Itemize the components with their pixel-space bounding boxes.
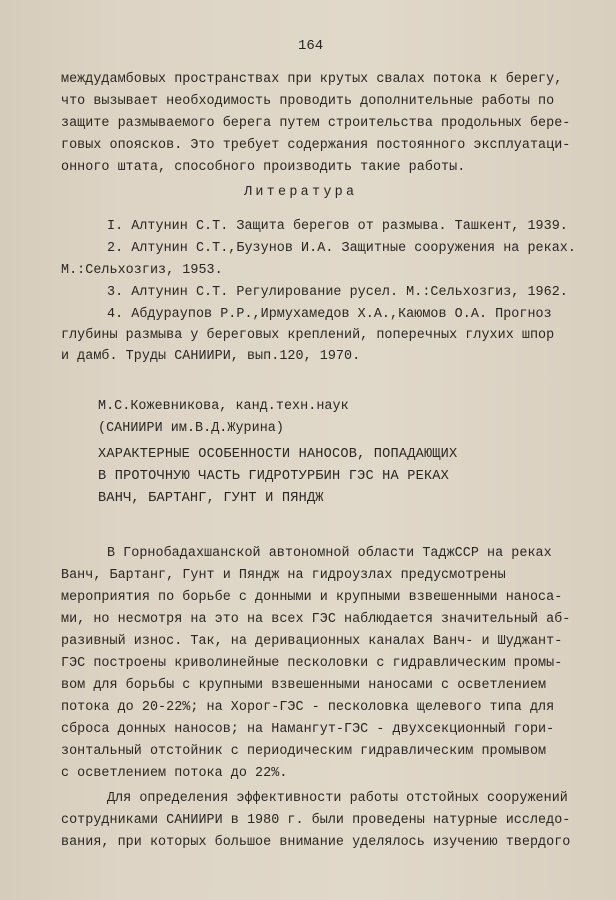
reference-item: I. Алтунин С.Т. Защита берегов от размыва. Ташкент, 1939. — [107, 219, 568, 234]
text-line: междудамбовых пространствах при крутых свалах потока к берегу, — [61, 72, 563, 87]
page-number: 164 — [298, 38, 324, 54]
body-line: зонтальный отстойник с периодическим гидравлическим промывом — [61, 744, 547, 759]
article-title-line: ВАНЧ, БАРТАНГ, ГУНТ И ПЯНДЖ — [98, 491, 324, 506]
body-line: вания, при которых большое внимание уделялось изучению твердого — [61, 835, 571, 850]
body-line: ми, но несмотря на это на всех ГЭС наблюдается значительный аб- — [61, 612, 571, 627]
text-line: защите размываемого берега путем строительства продольных бере- — [61, 116, 571, 131]
author-affiliation: (САНИИРИ им.В.Д.Журина) — [98, 421, 284, 436]
article-title-line: В ПРОТОЧНУЮ ЧАСТЬ ГИДРОТУРБИН ГЭС НА РЕКАХ — [98, 469, 450, 484]
body-line: потока до 20-22%; на Хорог-ГЭС - песколовка щелевого типа для — [61, 700, 555, 715]
literature-heading: Литература — [244, 185, 358, 200]
reference-item: 3. Алтунин С.Т. Регулирование русел. М.:Сельхозгиз, 1962. — [107, 285, 568, 300]
body-line: В Горнобадахшанской автономной области ТаджССР на реках — [107, 546, 552, 561]
body-line: вом для борьбы с крупными взвешенными наносами с осветлением — [61, 678, 547, 693]
author-name: М.С.Кожевникова, канд.техн.наук — [98, 399, 349, 414]
text-line: что вызывает необходимость проводить дополнительные работы по — [61, 94, 555, 109]
body-line: сброса донных наносов; на Намангут-ГЭС - двухсекционный гори- — [61, 722, 555, 737]
body-line: Ванч, Бартанг, Гунт и Пяндж на гидроузлах предусмотрены — [61, 568, 506, 583]
reference-item: глубины размыва у береговых креплений, поперечных глухих шпор — [61, 328, 555, 343]
text-line: говых опоясков. Это требует содержания постоянного эксплуатаци- — [61, 138, 571, 153]
body-line: с осветлением потока до 22%. — [61, 766, 288, 781]
body-line: разивный износ. Так, на деривационных каналах Ванч- и Шуджант- — [61, 634, 563, 649]
text-line: онного штата, способного производить такие работы. — [61, 160, 466, 175]
reference-item: 2. Алтунин С.Т.,Бузунов И.А. Защитные сооружения на реках. — [107, 241, 576, 256]
reference-item: и дамб. Труды САНИИРИ, вып.120, 1970. — [61, 349, 361, 364]
article-title-line: ХАРАКТЕРНЫЕ ОСОБЕННОСТИ НАНОСОВ, ПОПАДАЮЩИХ — [98, 447, 458, 462]
body-line: Для определения эффективности работы отстойных сооружений — [107, 791, 568, 806]
body-line: мероприятия по борьбе с донными и крупными взвешенными наноса- — [61, 590, 563, 605]
body-line: ГЭС построены криволинейные песколовки с гидравлическим промы- — [61, 656, 563, 671]
reference-item: М.:Сельхозгиз, 1953. — [61, 263, 223, 278]
reference-item: 4. Абдураупов Р.Р.,Ирмухамедов Х.А.,Каюмов О.А. Прогноз — [107, 307, 552, 322]
body-line: сотрудниками САНИИРИ в 1980 г. были проведены натурные исследо- — [61, 813, 571, 828]
